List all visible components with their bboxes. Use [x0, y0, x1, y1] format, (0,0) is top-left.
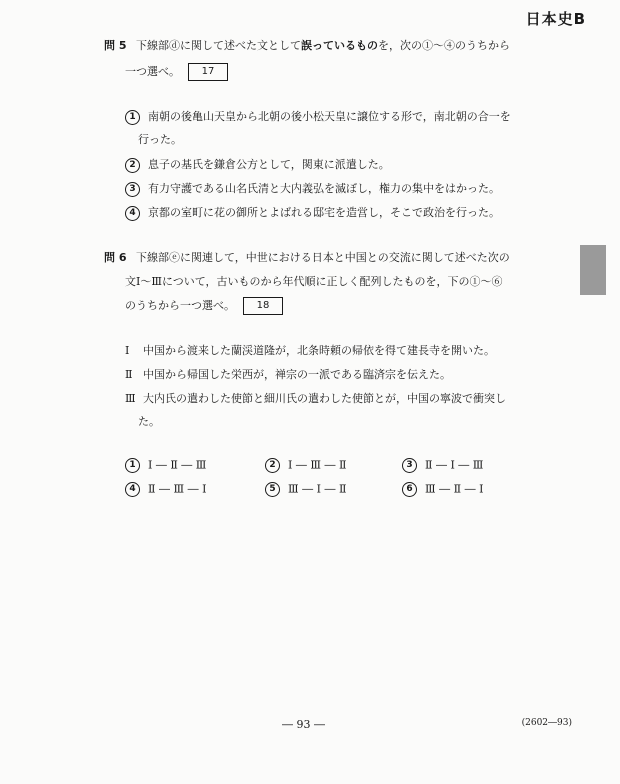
q5-option-1-text-cont: 行った。 — [138, 133, 182, 146]
page-number: ― 93 ― — [282, 718, 325, 731]
question-5-instruction: 一つ選べ。 — [125, 65, 180, 78]
q6-answer-4-text: Ⅱ ― Ⅲ ― Ⅰ — [148, 482, 207, 496]
q5-option-1[interactable] — [125, 107, 545, 127]
subject-title: 日本史B — [525, 10, 586, 28]
answer-box-18[interactable]: 18 — [243, 297, 283, 315]
q5-option-2-text: 息子の基氏を鎌倉公方として，関東に派遣した。 — [148, 158, 390, 171]
q6-answer-5-text: Ⅲ ― Ⅰ ― Ⅱ — [288, 482, 347, 496]
roman-numeral-3: Ⅲ — [125, 392, 136, 405]
q6-answer-6[interactable] — [402, 482, 483, 497]
question-5-text-pre: 下線部ⓓに関して述べた文として — [135, 39, 301, 52]
circled-number-2: 2 — [125, 158, 140, 173]
question-5-emphasis: 誤っているもの — [300, 39, 378, 52]
q5-option-4[interactable] — [125, 203, 500, 223]
question-5-text-post: を，次の①～④のうちから — [377, 39, 510, 52]
q5-option-1-text: 南朝の後亀山天皇から北朝の後小松天皇に譲位する形で，南北朝の合一を — [148, 110, 511, 123]
circled-number-2: 2 — [265, 458, 280, 473]
q6-statement-3 — [125, 389, 506, 409]
answer-box-17[interactable]: 17 — [188, 63, 228, 81]
exam-code: (2602―93) — [521, 718, 572, 728]
q6-answer-3[interactable] — [402, 458, 483, 473]
side-tab-marker — [580, 245, 606, 295]
q6-answer-4[interactable] — [125, 482, 206, 497]
q6-answer-1-text: Ⅰ ― Ⅱ ― Ⅲ — [148, 458, 207, 472]
question-5-line2 — [125, 60, 228, 84]
q6-answer-5[interactable] — [265, 482, 346, 497]
q6-answer-6-text: Ⅲ ― Ⅱ ― Ⅰ — [425, 482, 484, 496]
roman-numeral-2: Ⅱ — [125, 368, 133, 381]
question-5 — [104, 34, 554, 58]
q6-statement-2 — [125, 365, 451, 385]
q6-answer-3-text: Ⅱ ― Ⅰ ― Ⅲ — [425, 458, 484, 472]
roman-numeral-1: Ⅰ — [125, 344, 130, 357]
q6-statement-3-text-cont: た。 — [138, 415, 160, 428]
circled-number-5: 5 — [265, 482, 280, 497]
question-6-line2 — [125, 270, 503, 294]
circled-number-1: 1 — [125, 110, 140, 125]
circled-number-1: 1 — [125, 458, 140, 473]
q6-statement-1-text: 中国から渡来した蘭渓道隆が，北条時頼の帰依を得て建長寺を開いた。 — [143, 344, 495, 357]
q5-option-4-text: 京都の室町に花の御所とよばれる邸宅を造営し，そこで政治を行った。 — [148, 206, 500, 219]
q6-statement-3-cont — [138, 412, 160, 432]
q6-statement-1 — [125, 341, 495, 361]
q5-option-2[interactable] — [125, 155, 390, 175]
question-6-text-1: 下線部ⓔに関連して，中世における日本と中国との交流に関して述べた次の — [135, 251, 510, 264]
q5-option-1-cont — [138, 130, 182, 150]
question-6-line3 — [125, 294, 283, 318]
circled-number-3: 3 — [402, 458, 417, 473]
q5-option-3-text: 有力守護である山名氏清と大内義弘を滅ぼし，権力の集中をはかった。 — [148, 182, 500, 195]
circled-number-6: 6 — [402, 482, 417, 497]
circled-number-3: 3 — [125, 182, 140, 197]
q6-statement-2-text: 中国から帰国した栄西が，禅宗の一派である臨済宗を伝えた。 — [143, 368, 451, 381]
q6-answer-2-text: Ⅰ ― Ⅲ ― Ⅱ — [288, 458, 347, 472]
q6-statement-3-text: 大内氏の遣わした使節と細川氏の遣わした使節とが，中国の寧波で衝突し — [143, 392, 506, 405]
question-6-label: 問 6 — [104, 251, 127, 264]
question-5-label: 問 5 — [104, 39, 127, 52]
question-6-text-2: 文Ⅰ～Ⅲについて，古いものから年代順に正しく配列したものを，下の①～⑥ — [125, 275, 503, 288]
question-6 — [104, 246, 564, 270]
q5-option-3[interactable] — [125, 179, 500, 199]
question-6-text-3: のうちから一つ選べ。 — [125, 299, 235, 312]
q6-answer-2[interactable] — [265, 458, 346, 473]
circled-number-4: 4 — [125, 206, 140, 221]
q6-answer-1[interactable] — [125, 458, 206, 473]
circled-number-4: 4 — [125, 482, 140, 497]
